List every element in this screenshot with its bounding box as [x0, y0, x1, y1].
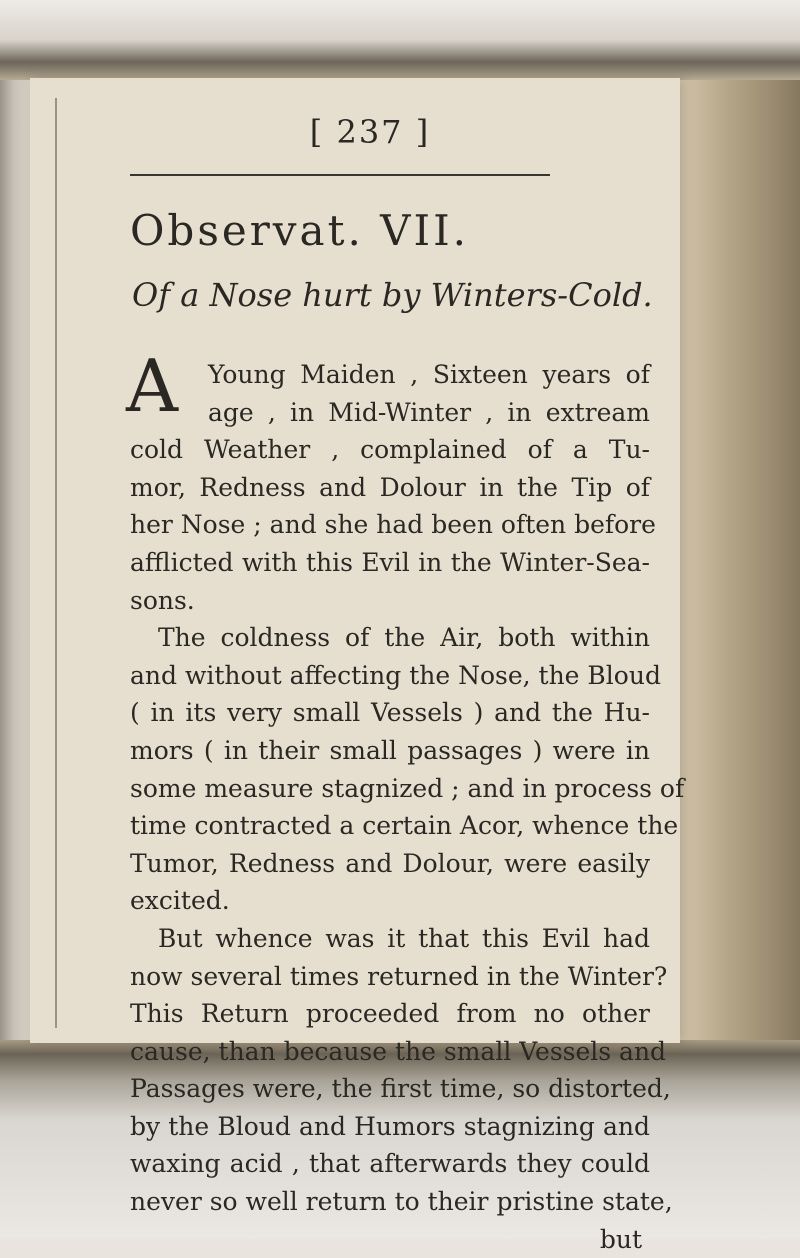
text-line: afflicted with this Evil in the Winter-Sea-: [130, 547, 650, 577]
text-line: some measure stagnized ; and in process of: [130, 773, 685, 803]
text-line: by the Bloud and Humors stagnizing and: [130, 1111, 650, 1141]
text-line: excited.: [130, 886, 230, 916]
text-line: Passages were, the first time, so distorted,: [130, 1074, 671, 1104]
text-line: The coldness of the Air, both within: [158, 623, 650, 653]
gutter-rule: [55, 98, 57, 1028]
text-line: But whence was it that this Evil had: [158, 923, 650, 953]
text-line: time contracted a certain Acor, whence the: [130, 811, 679, 841]
text-line: Young Maiden , Sixteen years of: [208, 360, 650, 389]
page-number: [ 237 ]: [309, 113, 431, 151]
text-line: now several times returned in the Winter?: [130, 961, 668, 991]
text-line: waxing acid , that afterwards they could: [130, 1149, 650, 1179]
text-line: sons.: [130, 585, 195, 615]
text-line: never so well return to their pristine state,: [130, 1187, 673, 1217]
body-text: [130, 356, 685, 1258]
text-line: age , in Mid-Winter , in extream: [208, 397, 650, 427]
header-rule: [130, 174, 550, 176]
observation-heading: Observat. VII.: [130, 206, 470, 255]
scan-top-edge: [0, 0, 800, 80]
text-line: ( in its very small Vessels ) and the Hu-: [130, 698, 650, 728]
drop-cap: A: [126, 344, 178, 428]
text-line: her Nose ; and she had been often before: [130, 510, 656, 540]
text-line: cause, than because the small Vessels and: [130, 1036, 667, 1066]
text-line: Tumor, Redness and Dolour, were easily: [130, 848, 650, 878]
text-line: mors ( in their small passages ) were in: [130, 735, 650, 765]
catchword: but: [599, 1224, 642, 1254]
book-page: [30, 78, 685, 1254]
text-line: cold Weather , complained of a Tu-: [130, 435, 650, 465]
text-line: and without affecting the Nose, the Bloud: [130, 660, 661, 690]
page-fore-edge: [660, 80, 800, 1040]
text-line: This Return proceeded from no other: [130, 999, 650, 1029]
observation-subtitle: Of a Nose hurt by Winters-Cold.: [132, 276, 653, 314]
text-line: mor, Redness and Dolour in the Tip of: [130, 472, 650, 502]
